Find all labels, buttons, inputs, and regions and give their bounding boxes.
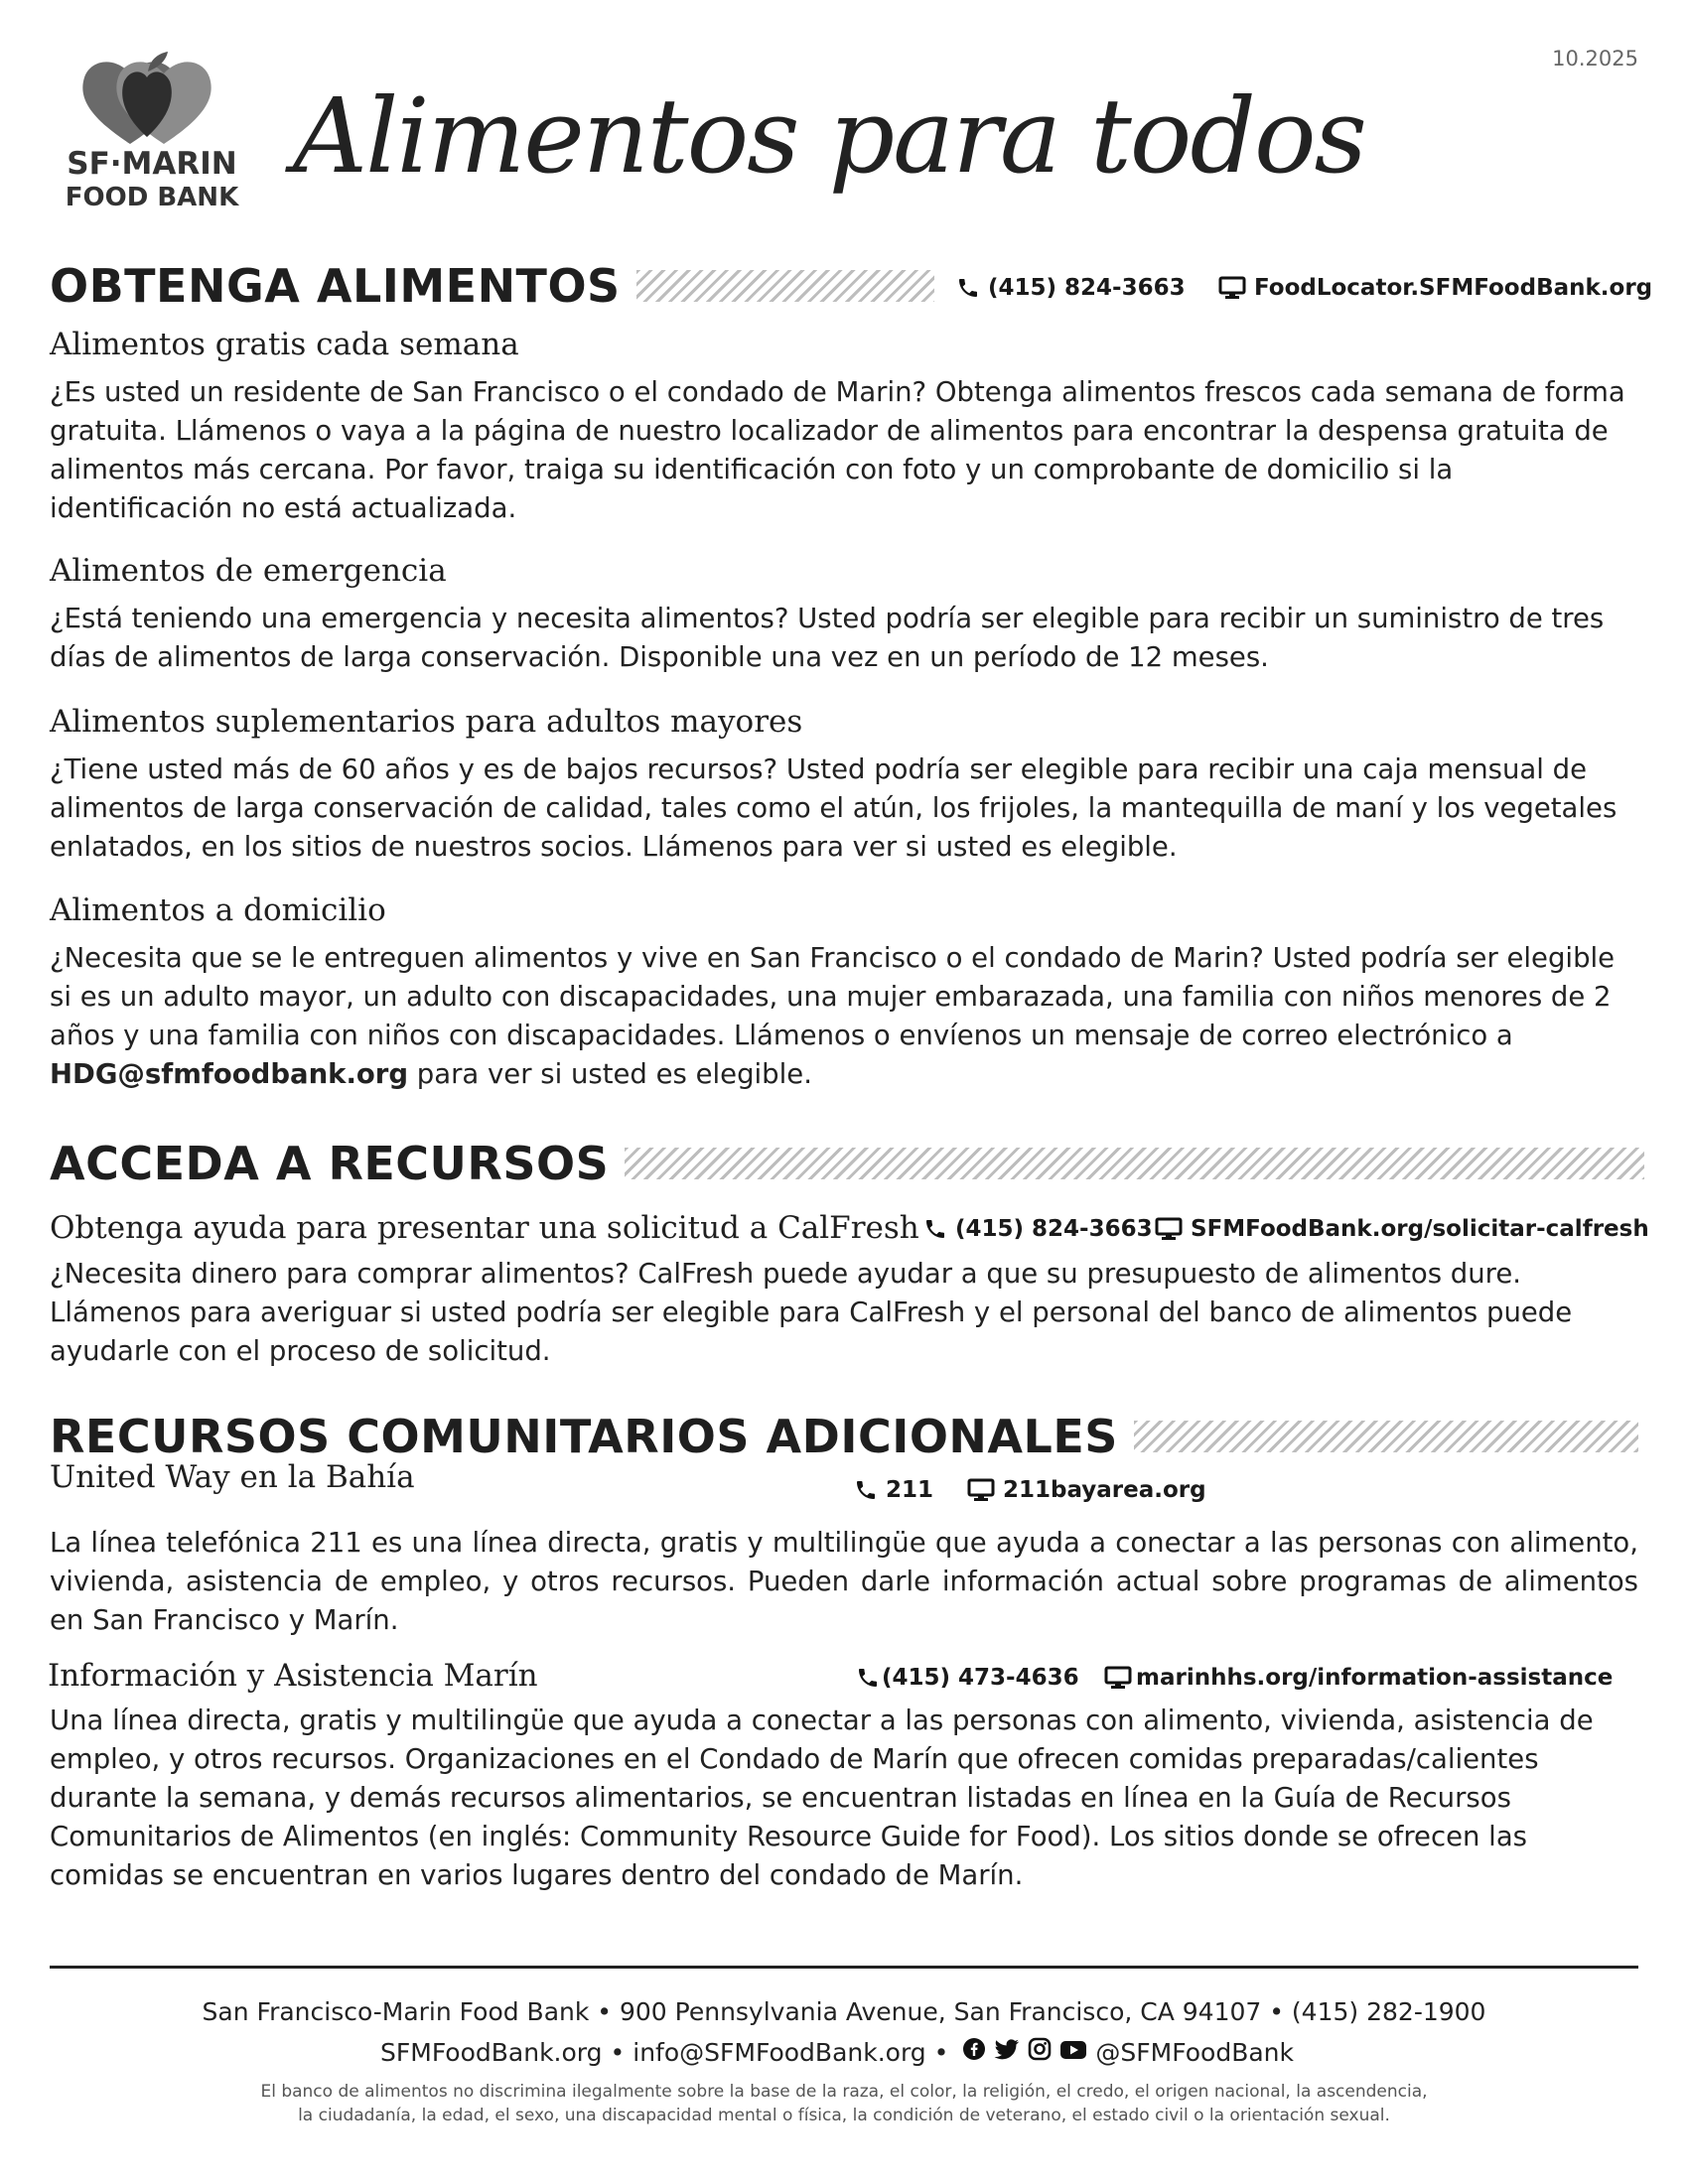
- logo-line-1: SF·MARIN: [67, 146, 237, 182]
- social-icons: [962, 2037, 1302, 2067]
- youtube-icon[interactable]: [1059, 2038, 1087, 2067]
- hatch-divider: [636, 270, 934, 302]
- social-handle[interactable]: @SFMFoodBank: [1095, 2037, 1294, 2067]
- item-text-tail: para ver si usted es elegible.: [416, 1058, 812, 1090]
- hatch-divider: [1134, 1421, 1638, 1452]
- item-text: ¿Tiene usted más de 60 años y es de bajos recursos? Usted podría ser elegible para recibir una caja mensual de alimentos de larga conservación de calidad, tales como el atún, los frijoles, la mantequilla de maní y los vegetales enlatados, en los sitios de nuestros socios. Llámenos para ver si usted es elegible.: [50, 753, 1618, 863]
- website-link[interactable]: marinhhs.org/information-assistance: [1136, 1665, 1614, 1691]
- email-link[interactable]: HDG@sfmfoodbank.org: [50, 1058, 409, 1090]
- hatch-divider: [625, 1148, 1644, 1179]
- website-link[interactable]: SFMFoodBank.org/solicitar-calfresh: [1191, 1216, 1649, 1242]
- footer-divider: [50, 1966, 1638, 1969]
- phone-number[interactable]: (415) 473-4636: [882, 1665, 1079, 1691]
- disclaimer-line: la ciudadanía, la edad, el sexo, una discapacidad mental o física, la condición de veterano, el estado civil o la orientación sexual.: [298, 2106, 1390, 2125]
- phone-number[interactable]: (415) 824-3663: [988, 275, 1186, 301]
- website-link[interactable]: 211bayarea.org: [1003, 1477, 1206, 1503]
- phone-icon: [856, 1666, 880, 1690]
- monitor-icon: [1104, 1666, 1132, 1690]
- item-title: Alimentos gratis cada semana: [50, 327, 519, 362]
- item-text: ¿Necesita dinero para comprar alimentos? CalFresh puede ayudar a que su presupuesto de alimentos dure. Llámenos para averiguar si usted podría ser elegible para CalFresh y el personal del banco de alimentos puede ayudarle con el proceso de solicitud.: [50, 1258, 1573, 1367]
- acceda-website: [1155, 1216, 1649, 1242]
- item-text: Una línea directa, gratis y multilingüe que ayuda a conectar a las personas con alimento, vivienda, asistencia de empleo, y otros recursos. Organizaciones en el Condado de Marín que ofrecen comidas preparadas/calientes durante la semana, y demás recursos alimentarios, se encuentran listadas en línea en la Guía de Recursos Comunitarios de Alimentos (en inglés: Community Resource Guide for Food). Los sitios donde se ofrecen las comidas se encuentran en varios lugares dentro del condado de Marín.: [50, 1705, 1594, 1891]
- phone-icon: [923, 1217, 947, 1241]
- website-link[interactable]: FoodLocator.SFMFoodBank.org: [1254, 275, 1653, 301]
- section-title: RECURSOS COMUNITARIOS ADICIONALES: [50, 1410, 1118, 1463]
- item-title: Obtenga ayuda para presentar una solicitud a CalFresh: [50, 1210, 919, 1246]
- monitor-icon: [1218, 276, 1246, 300]
- facebook-icon[interactable]: [962, 2037, 986, 2067]
- obtenga-phone: [956, 275, 1186, 301]
- section-heading-acceda: [50, 1134, 1644, 1193]
- item-title: Información y Asistencia Marín: [48, 1658, 538, 1694]
- disclaimer-line: El banco de alimentos no discrimina ilegalmente sobre la base de la raza, el color, la religión, el credo, el origen nacional, la ascendencia,: [260, 2082, 1428, 2102]
- footer-address: San Francisco-Marin Food Bank • 900 Pennsylvania Avenue, San Francisco, CA 94107 • (415) 282-1900: [202, 1997, 1486, 2026]
- section-title: OBTENGA ALIMENTOS: [50, 259, 621, 313]
- marin-website: [1104, 1665, 1613, 1691]
- footer-email-link[interactable]: info@SFMFoodBank.org: [633, 2037, 926, 2067]
- item-title: United Way en la Bahía: [50, 1459, 415, 1495]
- item-text: ¿Es usted un residente de San Francisco o el condado de Marin? Obtenga alimentos frescos cada semana de forma gratuita. Llámenos o vaya a la página de nuestro localizador de alimentos para encontrar la despensa gratuita de alimentos más cercana. Por favor, traiga su identificación con foto y un comprobante de domicilio si la identificación no está actualizada.: [50, 376, 1625, 524]
- item-title: Alimentos suplementarios para adultos mayores: [50, 704, 803, 740]
- acceda-phone: [923, 1216, 1153, 1242]
- hearts-apple-icon: [72, 50, 221, 149]
- united-way-website: [967, 1477, 1206, 1503]
- phone-number[interactable]: (415) 824-3663: [955, 1216, 1153, 1242]
- footer-disclaimer: [0, 2080, 1688, 2127]
- item-title: Alimentos a domicilio: [50, 892, 386, 928]
- twitter-icon[interactable]: [994, 2038, 1020, 2067]
- item-text-body: ¿Necesita que se le entreguen alimentos y vive en San Francisco o el condado de Marin? Usted podría ser elegible si es un adulto mayor, un adulto con discapacidades, una mujer embarazada, una familia con niños menores de 2 años y una familia con niños con discapacidades. Llámenos o envíenos un mensaje de correo electrónico a: [50, 942, 1616, 1051]
- footer-site-link[interactable]: SFMFoodBank.org: [380, 2037, 603, 2067]
- item-text: [50, 939, 1638, 1094]
- bullet-separator: •: [610, 2037, 626, 2067]
- section-heading-obtenga: [50, 256, 934, 316]
- bullet-separator: •: [933, 2037, 949, 2067]
- marin-phone: [856, 1665, 1079, 1691]
- document-date: 10.2025: [1552, 47, 1638, 70]
- phone-icon: [854, 1478, 878, 1502]
- footer-contact-line: [0, 2037, 1688, 2067]
- united-way-phone: [854, 1477, 933, 1503]
- phone-number[interactable]: 211: [886, 1477, 934, 1503]
- item-text: ¿Está teniendo una emergencia y necesita alimentos? Usted podría ser elegible para recibir un suministro de tres días de alimentos de larga conservación. Disponible una vez en un período de 12 meses.: [50, 603, 1605, 673]
- item-title: Alimentos de emergencia: [50, 553, 447, 589]
- section-title: ACCEDA A RECURSOS: [50, 1137, 610, 1190]
- item-text: La línea telefónica 211 es una línea directa, gratis y multilingüe que ayuda a conectar a las personas con alimento, vivienda, asistencia de empleo, y otros recursos. Pueden darle información actual sobre programas de alimentos en San Francisco y Marín.: [50, 1527, 1638, 1636]
- obtenga-website: [1218, 275, 1652, 301]
- phone-icon: [956, 276, 980, 300]
- instagram-icon[interactable]: [1028, 2037, 1052, 2067]
- sf-marin-food-bank-logo: [48, 50, 256, 218]
- logo-line-2: FOOD BANK: [65, 183, 239, 212]
- monitor-icon: [967, 1478, 995, 1502]
- page-title: Alimentos para todos: [293, 75, 1365, 197]
- section-heading-recursos: [50, 1407, 1638, 1466]
- monitor-icon: [1155, 1217, 1183, 1241]
